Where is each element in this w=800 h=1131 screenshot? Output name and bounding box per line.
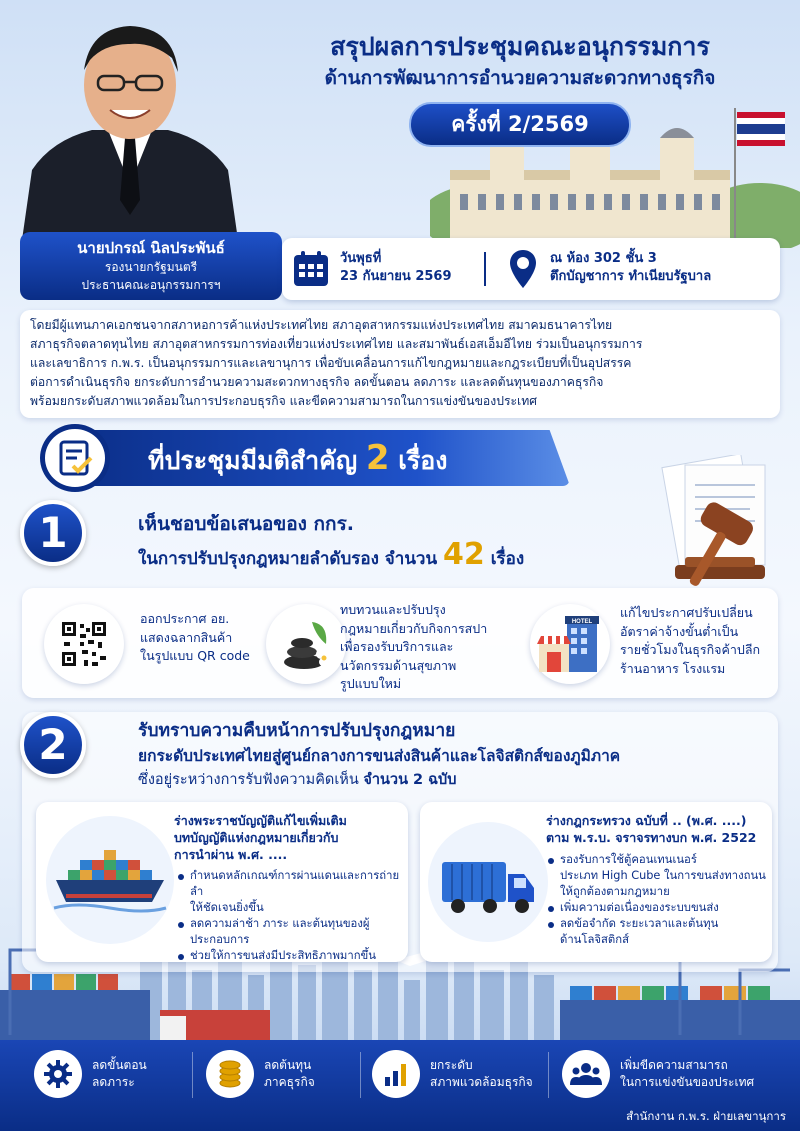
divider [192, 1052, 193, 1098]
draft-regulation-title: ร่างกฎกระทรวง ฉบับที่ .. (พ.ศ. ....) ตาม พ.ร.บ. จราจรทางบก พ.ศ. 2522 [546, 813, 757, 845]
list-item: ลดความล่าช้า ภาระ และต้นทุนของผู้ประกอบการ [176, 916, 404, 948]
list-item: กำหนดหลักเกณฑ์การผ่านแดนและการถ่ายลำ ให้ชัดเจนยิ่งขึ้น [176, 868, 404, 916]
meeting-info-card [282, 238, 780, 300]
draft-act-bullets [176, 868, 404, 964]
chair-role-1: รองนายกรัฐมนตรี [104, 260, 198, 274]
draft-regulation-bullets [546, 852, 768, 948]
coins-icon [206, 1050, 254, 1098]
draft-regulation-card [420, 802, 772, 962]
list-item: เพิ่มความต่อเนื่องของระบบขนส่ง [546, 900, 768, 916]
section-1-item-1: ออกประกาศ อย. แสดงฉลากสินค้า ในรูปแบบ QR code [140, 611, 250, 663]
calendar-icon [292, 250, 330, 288]
gavel-documents-illustration [630, 455, 795, 590]
list-item: รองรับการใช้ตู้คอนเทนเนอร์ ประเภท High Cube ในการขนส่งทางถนน ให้ถูกต้องตามกฎหมาย [546, 852, 768, 900]
chair-name-card [20, 232, 282, 300]
section-1-number: 1 [20, 500, 86, 566]
footer-item-business-environment: ยกระดับ สภาพแวดล้อมธุรกิจ [372, 1044, 533, 1104]
footer-item-reduce-steps: ลดขั้นตอน ลดภาระ [34, 1044, 147, 1104]
chair-name: นายปกรณ์ นิลประพันธ์ [77, 239, 225, 257]
draft-act-title: ร่างพระราชบัญญัติแก้ไขเพิ่มเติม บทบัญญัติแห่งกฎหมายเกี่ยวกับ การนำผ่าน พ.ศ. .... [174, 813, 347, 862]
list-item: ช่วยให้การขนส่งมีประสิทธิภาพมากขึ้น [176, 948, 404, 964]
intro-paragraph: โดยมีผู้แทนภาคเอกชนจากสภาหอการค้าแห่งประเทศไทย สภาอุตสาหกรรมแห่งประเทศไทย สมาคมธนาคารไทย สภาธุรกิจตลาดทุนไทย สภาอุตสาหกรรมการท่องเที่ยวแห่งประเทศไทย และสมาพันธ์เอสเอ็มอีไทย ร่วมเป็นอนุกรรมการ และเลขาธิการ ก.พ.ร. เป็นอนุกรรมการและเลขานุการ เพื่อขับเคลื่อนการแก้ไขกฎหมายและกฎระเบียบที่เป็นอุปสรรค ต่อการดำเนินธุรกิจ ยกระดับการอำนวยความสะดวกทางธุรกิจ ลดขั้นตอน ลดภาระ และลดต้นทุนของภาคธุรกิจ พร้อมยกระดับสภาพแวดล้อมในการประกอบธุรกิจ และขีดความสามารถในการแข่งขันของประเทศ [20, 310, 780, 418]
draft-act-card [36, 802, 408, 962]
section-2-number: 2 [20, 712, 86, 778]
divider [484, 252, 486, 286]
page-subtitle: ด้านการพัฒนาการอำนวยความสะดวกทางธุรกิจ [324, 67, 716, 89]
bar-chart-icon [372, 1050, 420, 1098]
list-item: ลดข้อจำกัด ระยะเวลาและต้นทุน ด้านโลจิสติกส์ [546, 916, 768, 948]
section-1-item-2: ทบทวนและปรับปรุง กฎหมายเกี่ยวกับกิจการสปา เพื่อรองรับบริการและ นวัตกรรมด้านสุขภาพ รูปแบบใหม่ [340, 602, 488, 691]
page-title: สรุปผลการประชุมคณะอนุกรรมการ [330, 32, 710, 61]
divider [360, 1052, 361, 1098]
hotel-restaurant-icon [530, 604, 610, 684]
chair-role-2: ประธานคณะอนุกรรมการฯ [81, 278, 221, 292]
divider [548, 1052, 549, 1098]
checklist-icon [40, 424, 110, 492]
people-icon [562, 1050, 610, 1098]
svg-text:HOTEL: HOTEL [571, 619, 593, 625]
section-1-heading: เห็นชอบข้อเสนอของ กกร. ในการปรับปรุงกฎหมายลำดับรอง จำนวน 42 เรื่อง [138, 513, 525, 572]
footer-item-reduce-cost: ลดต้นทุน ภาคธุรกิจ [206, 1044, 315, 1104]
section-1-item-3: แก้ไขประกาศปรับเปลี่ยน อัตราค่าจ้างขั้นต่ำเป็น รายชั่วโมงในธุรกิจค้าปลีก ร้านอาหาร โรงแรม [620, 605, 761, 676]
section-2-heading: รับทราบความคืบหน้าการปรับปรุงกฎหมาย ยกระดับประเทศไทยสู่ศูนย์กลางการขนส่งสินค้าและโลจิสติกส์ของภูมิภาค ซึ่งอยู่ระหว่างการรับฟังความคิดเห็น จำนวน 2 ฉบับ [138, 721, 621, 788]
chair-portrait [12, 10, 248, 240]
session-badge: ครั้งที่ 2/2569 [409, 102, 630, 147]
credit-text: สำนักงาน ก.พ.ร. ฝ่ายเลขานุการ [626, 1109, 786, 1123]
location-pin-icon [508, 248, 538, 290]
meeting-date: วันพุธที่ 23 กันยายน 2569 [340, 251, 452, 284]
container-truck-icon [428, 822, 548, 942]
header [250, 30, 790, 147]
qr-code-icon [44, 604, 124, 684]
banner-text: ที่ประชุมมีมติสำคัญ 2 เรื่อง [148, 438, 448, 478]
gear-icon [34, 1050, 82, 1098]
spa-stones-icon [266, 604, 346, 684]
cargo-ship-icon [46, 816, 174, 944]
footer-item-competitiveness: เพิ่มขีดความสามารถ ในการแข่งขันของประเทศ [562, 1044, 754, 1104]
meeting-location: ณ ห้อง 302 ชั้น 3 ตึกบัญชาการ ทำเนียบรัฐบาล [550, 251, 712, 284]
